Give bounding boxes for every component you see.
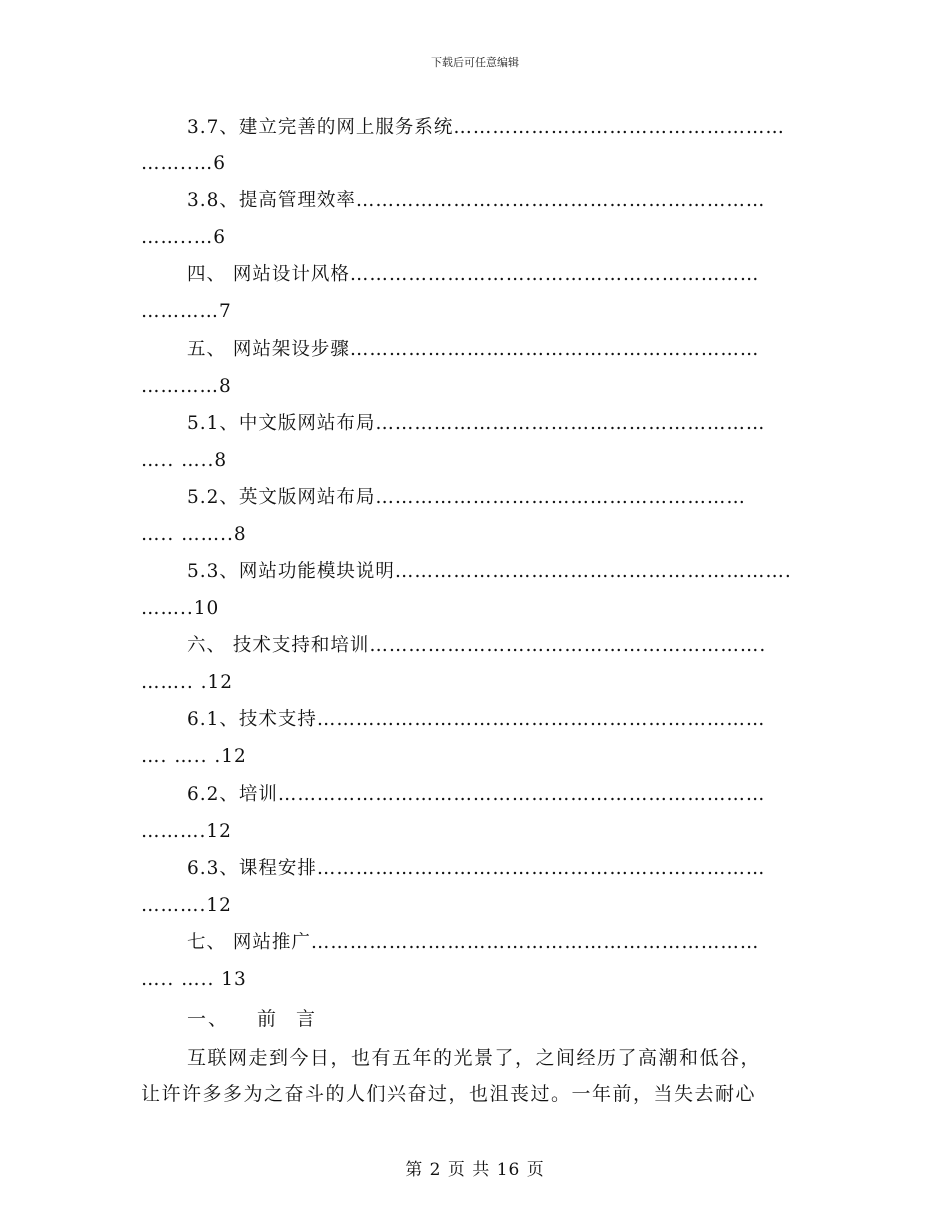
toc-entry-6-2[interactable]: 6.2、培训………………………………………………………………… <box>187 784 766 805</box>
toc-entry-6-page: …….. .12 <box>141 672 234 693</box>
toc-entry-5-1-page: ….. …..8 <box>141 450 228 471</box>
paragraph-line-2: 让许许多多为之奋斗的人们兴奋过，也沮丧过。一年前，当失去耐心 <box>141 1083 757 1105</box>
toc-entry-6-3-page: ……….12 <box>141 895 232 916</box>
toc-entry-5-page: …………8 <box>141 376 232 397</box>
toc-entry-3-7[interactable]: 3.7、建立完善的网上服务系统…………………………………………… <box>187 117 785 138</box>
toc-entry-4[interactable]: 四、 网站设计风格……………………………………………………… <box>187 264 760 285</box>
toc-entry-4-page: …………7 <box>141 301 232 322</box>
toc-entry-5[interactable]: 五、 网站架设步骤……………………………………………………… <box>187 339 760 360</box>
paragraph-line-1: 互联网走到今日，也有五年的光景了，之间经历了高潮和低谷， <box>187 1047 762 1069</box>
toc-entry-6-1-page: …. ….. .12 <box>141 746 247 767</box>
toc-entry-5-1[interactable]: 5.1、中文版网站布局…………………………………………………… <box>187 413 766 434</box>
toc-entry-3-8[interactable]: 3.8、提高管理效率……………………………………………………… <box>187 190 766 211</box>
section-title-first: 前 <box>257 1008 279 1030</box>
section-number: 一、 <box>187 1008 230 1030</box>
page-header: 下载后可任意编辑 <box>431 56 519 69</box>
toc-entry-3-8-page: ……..…6 <box>141 227 227 248</box>
toc-entry-3-7-page: ……..…6 <box>141 153 227 174</box>
toc-entry-5-2-page: ….. ……..8 <box>141 524 247 545</box>
section-heading <box>187 1004 317 1031</box>
toc-entry-6-1[interactable]: 6.1、技术支持…………………………………………………………… <box>187 709 766 730</box>
section-title-second: 言 <box>296 1008 318 1030</box>
toc-entry-5-3-page: ……..10 <box>141 598 220 619</box>
toc-entry-6-3[interactable]: 6.3、课程安排…………………………………………………………… <box>187 858 766 879</box>
toc-entry-7[interactable]: 七、 网站推广…………………………………………………………… <box>187 932 760 953</box>
page-footer: 第 2 页 共 16 页 <box>405 1160 545 1180</box>
toc-entry-5-2[interactable]: 5.2、英文版网站布局………………………………………………… <box>187 487 746 508</box>
toc-entry-6[interactable]: 六、 技术支持和培训……………………………………………………. <box>187 635 767 656</box>
toc-entry-7-page: ….. ….. 13 <box>141 969 247 990</box>
toc-entry-6-2-page: ……….12 <box>141 821 232 842</box>
toc-entry-5-3[interactable]: 5.3、网站功能模块说明……………………………………………………. <box>187 561 792 582</box>
